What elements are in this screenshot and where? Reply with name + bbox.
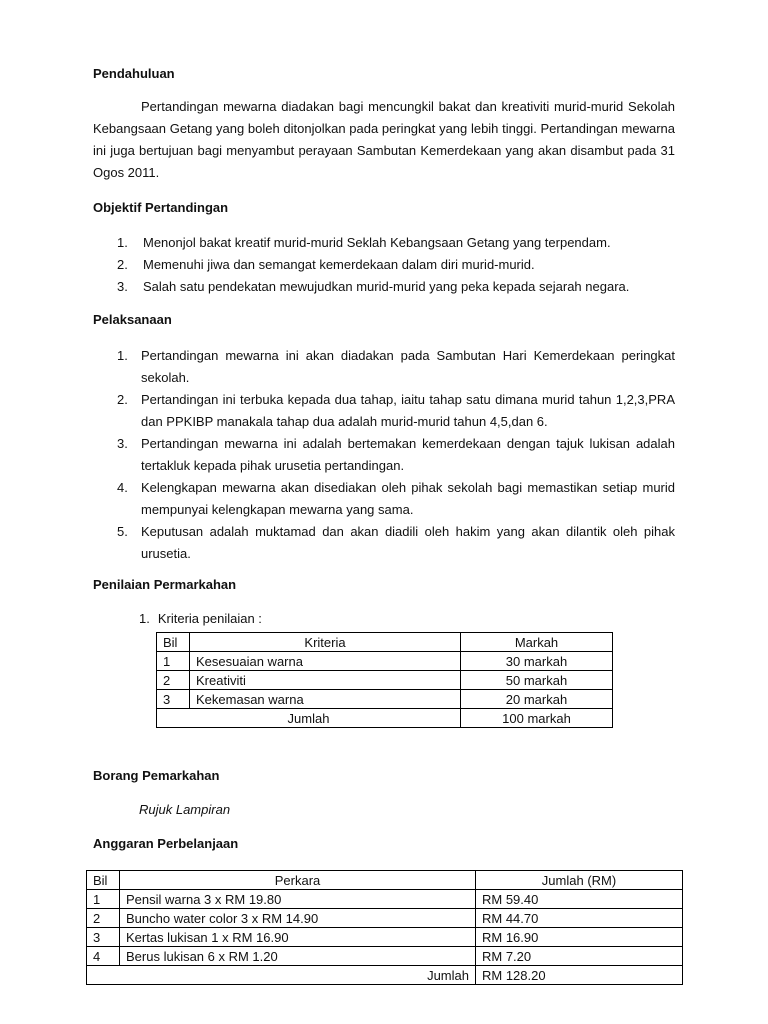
table-row: 2 Buncho water color 3 x RM 14.90 RM 44.70 — [87, 909, 683, 928]
table-total-row: Jumlah RM 128.20 — [87, 966, 683, 985]
header-perkara: Perkara — [120, 871, 476, 890]
header-bil: Bil — [157, 633, 190, 652]
header-bil: Bil — [87, 871, 120, 890]
list-item: 5. Keputusan adalah muktamad dan akan diadili oleh hakim yang akan dilantik oleh pihak urusetia. — [117, 524, 675, 561]
table-header-row — [87, 871, 683, 890]
list-item: 3. Pertandingan mewarna ini adalah bertemakan kemerdekaan dengan tajuk lukisan adalah tertakluk kepada pihak urusetia pertandingan. — [117, 436, 675, 473]
form-note: Rujuk Lampiran — [139, 802, 231, 817]
table-row: 3 Kekemasan warna 20 markah — [157, 690, 613, 709]
objectives-list — [117, 233, 675, 296]
list-item: 3. Salah satu pendekatan mewujudkan murid-murid yang peka kepada sejarah negara. — [117, 279, 630, 294]
list-item: 4. Kelengkapan mewarna akan disediakan oleh pihak sekolah bagi memastikan setiap murid mempunyai kelengkapan mewarna yang sama. — [117, 480, 675, 517]
criteria-table — [156, 632, 613, 728]
form-heading: Borang Pemarkahan — [93, 768, 220, 783]
implementation-list — [117, 345, 675, 565]
table-row: 4 Berus lukisan 6 x RM 1.20 RM 7.20 — [87, 947, 683, 966]
header-jumlah: Jumlah (RM) — [476, 871, 683, 890]
budget-table — [86, 870, 683, 985]
list-item: 2. Memenuhi jiwa dan semangat kemerdekaan dalam diri murid-murid. — [117, 257, 535, 272]
header-kriteria: Kriteria — [190, 633, 461, 652]
scoring-heading: Penilaian Permarkahan — [93, 577, 237, 592]
table-total-row: Jumlah 100 markah — [157, 709, 613, 728]
table-row: 3 Kertas lukisan 1 x RM 16.90 RM 16.90 — [87, 928, 683, 947]
table-header-row — [157, 633, 613, 652]
list-item: 1. Pertandingan mewarna ini akan diadakan pada Sambutan Hari Kemerdekaan peringkat sekolah. — [117, 348, 675, 385]
intro-heading: Pendahuluan — [93, 66, 175, 81]
table-row: 2 Kreativiti 50 markah — [157, 671, 613, 690]
criteria-label: 1. Kriteria penilaian : — [139, 611, 262, 626]
objectives-heading: Objektif Pertandingan — [93, 200, 229, 215]
list-item: 2. Pertandingan ini terbuka kepada dua tahap, iaitu tahap satu dimana murid tahun 1,2,3,PRA dan PPKIBP manakala tahap dua adalah murid-murid tahun 4,5,dan 6. — [117, 392, 675, 429]
implementation-heading: Pelaksanaan — [93, 312, 172, 327]
budget-heading: Anggaran Perbelanjaan — [93, 836, 239, 851]
list-item: 1. Menonjol bakat kreatif murid-murid Seklah Kebangsaan Getang yang terpendam. — [117, 235, 611, 250]
table-row: 1 Kesesuaian warna 30 markah — [157, 652, 613, 671]
header-markah: Markah — [461, 633, 613, 652]
table-row: 1 Pensil warna 3 x RM 19.80 RM 59.40 — [87, 890, 683, 909]
intro-paragraph: Pertandingan mewarna diadakan bagi mencungkil bakat dan kreativiti murid-murid Sekolah Kebangsaan Getang yang boleh ditonjolkan pada peringkat yang lebih tinggi. Pertandingan mewarna ini juga bertujuan bagi menyambut perayaan Sambutan Kemerdekaan yang akan disambut pada 31 Ogos 2011. — [93, 99, 675, 180]
